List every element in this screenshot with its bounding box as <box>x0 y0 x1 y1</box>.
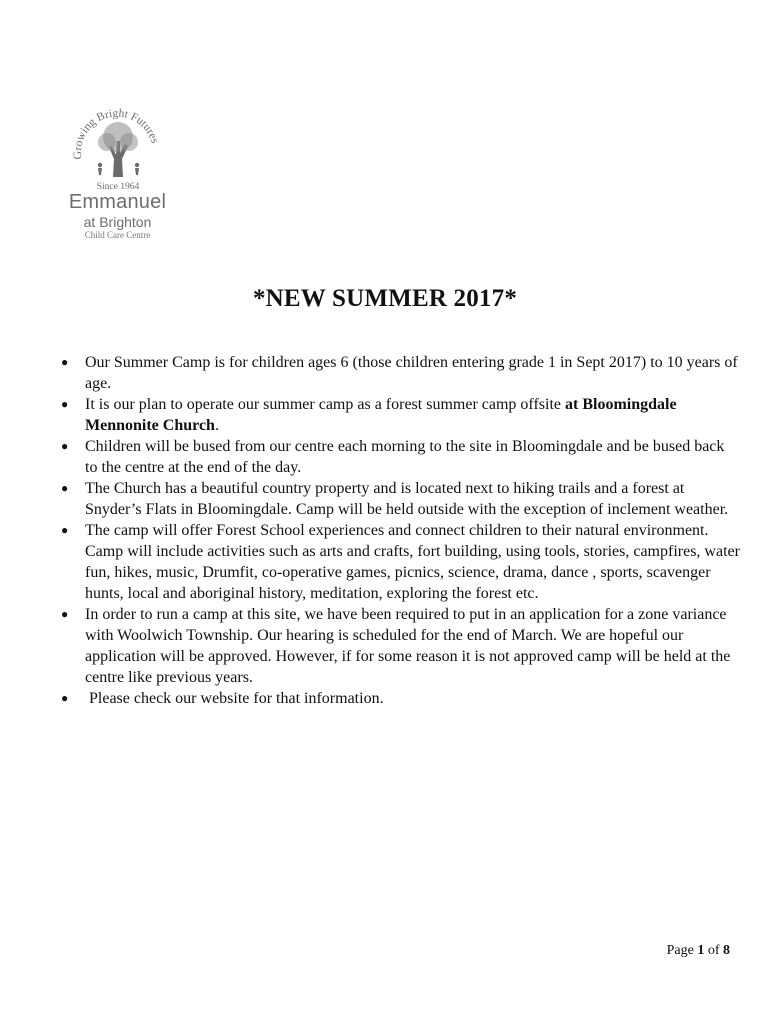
info-bullet-list <box>60 352 740 709</box>
of-word: of <box>704 943 723 958</box>
page-title: *NEW SUMMER 2017* <box>252 285 518 312</box>
church-name: at Bloomingdale Mennonite Church <box>85 396 677 434</box>
bullet-text: Our Summer Camp is for children ages 6 (those children entering grade 1 in Sept 2017) to 10 years of age. <box>85 354 738 392</box>
bullet-text: Children will be bused from our centre each morning to the site in Bloomingdale and be bused back to the centre at the end of the day. <box>85 438 725 476</box>
bullet-icon: ● <box>61 691 69 705</box>
bullet-text: The Church has a beautiful country property and is located next to hiking trails and a forest at Snyder’s Flats in Bloomingdale. Camp will be held outside with the exception of inclement weather. <box>85 480 729 518</box>
bullet-text: In order to run a camp at this site, we have been required to put in an application for a zone variance with Woolwich Township. Our hearing is scheduled for the end of March. We are hopeful our application will be approved. However, if for some reason it is not approved camp will be held at the centre like previous years. <box>85 606 731 686</box>
bullet-icon: ● <box>61 355 69 369</box>
list-item <box>60 688 740 709</box>
page-number <box>667 943 730 959</box>
current-page: 1 <box>697 943 705 958</box>
tree-emblem-icon <box>60 95 175 195</box>
bullet-icon: ● <box>61 481 69 495</box>
bullet-icon: ● <box>61 439 69 453</box>
list-item <box>60 394 740 436</box>
logo-subtitle: Child Care Centre <box>84 230 151 240</box>
list-item <box>60 436 740 478</box>
bullet-text-end: . <box>214 417 219 434</box>
centre-logo <box>60 95 175 245</box>
page-word: Page <box>666 943 698 958</box>
logo-name: Emmanuel <box>68 191 167 213</box>
list-item <box>60 520 740 604</box>
bullet-text <box>85 396 677 434</box>
logo-since-text: Since 1964 <box>96 182 140 192</box>
bullet-icon: ● <box>61 523 69 537</box>
logo-arc-text: Growing Bright Futures <box>71 107 161 160</box>
bullet-text: The camp will offer Forest School experiences and connect children to their natural environment. Camp will include activities such as arts and crafts, fort building, using tools, stories, campfires, water fun, hikes, music, Drumfit, co-operative games, picnics, science, drama, dance , sports, scavenger hunts, local and aboriginal history, meditation, exploring the forest etc. <box>85 522 740 602</box>
bullet-icon: ● <box>61 607 69 621</box>
total-pages: 8 <box>723 943 730 958</box>
bullet-text: Please check our website for that information. <box>89 690 384 707</box>
bullet-text-part: It is our plan to operate our summer camp as a forest summer camp offsite <box>85 396 566 413</box>
bullet-icon: ● <box>61 397 69 411</box>
logo-location: at Brighton <box>83 214 152 230</box>
list-item <box>60 478 740 520</box>
list-item <box>60 352 740 394</box>
list-item <box>60 604 740 688</box>
